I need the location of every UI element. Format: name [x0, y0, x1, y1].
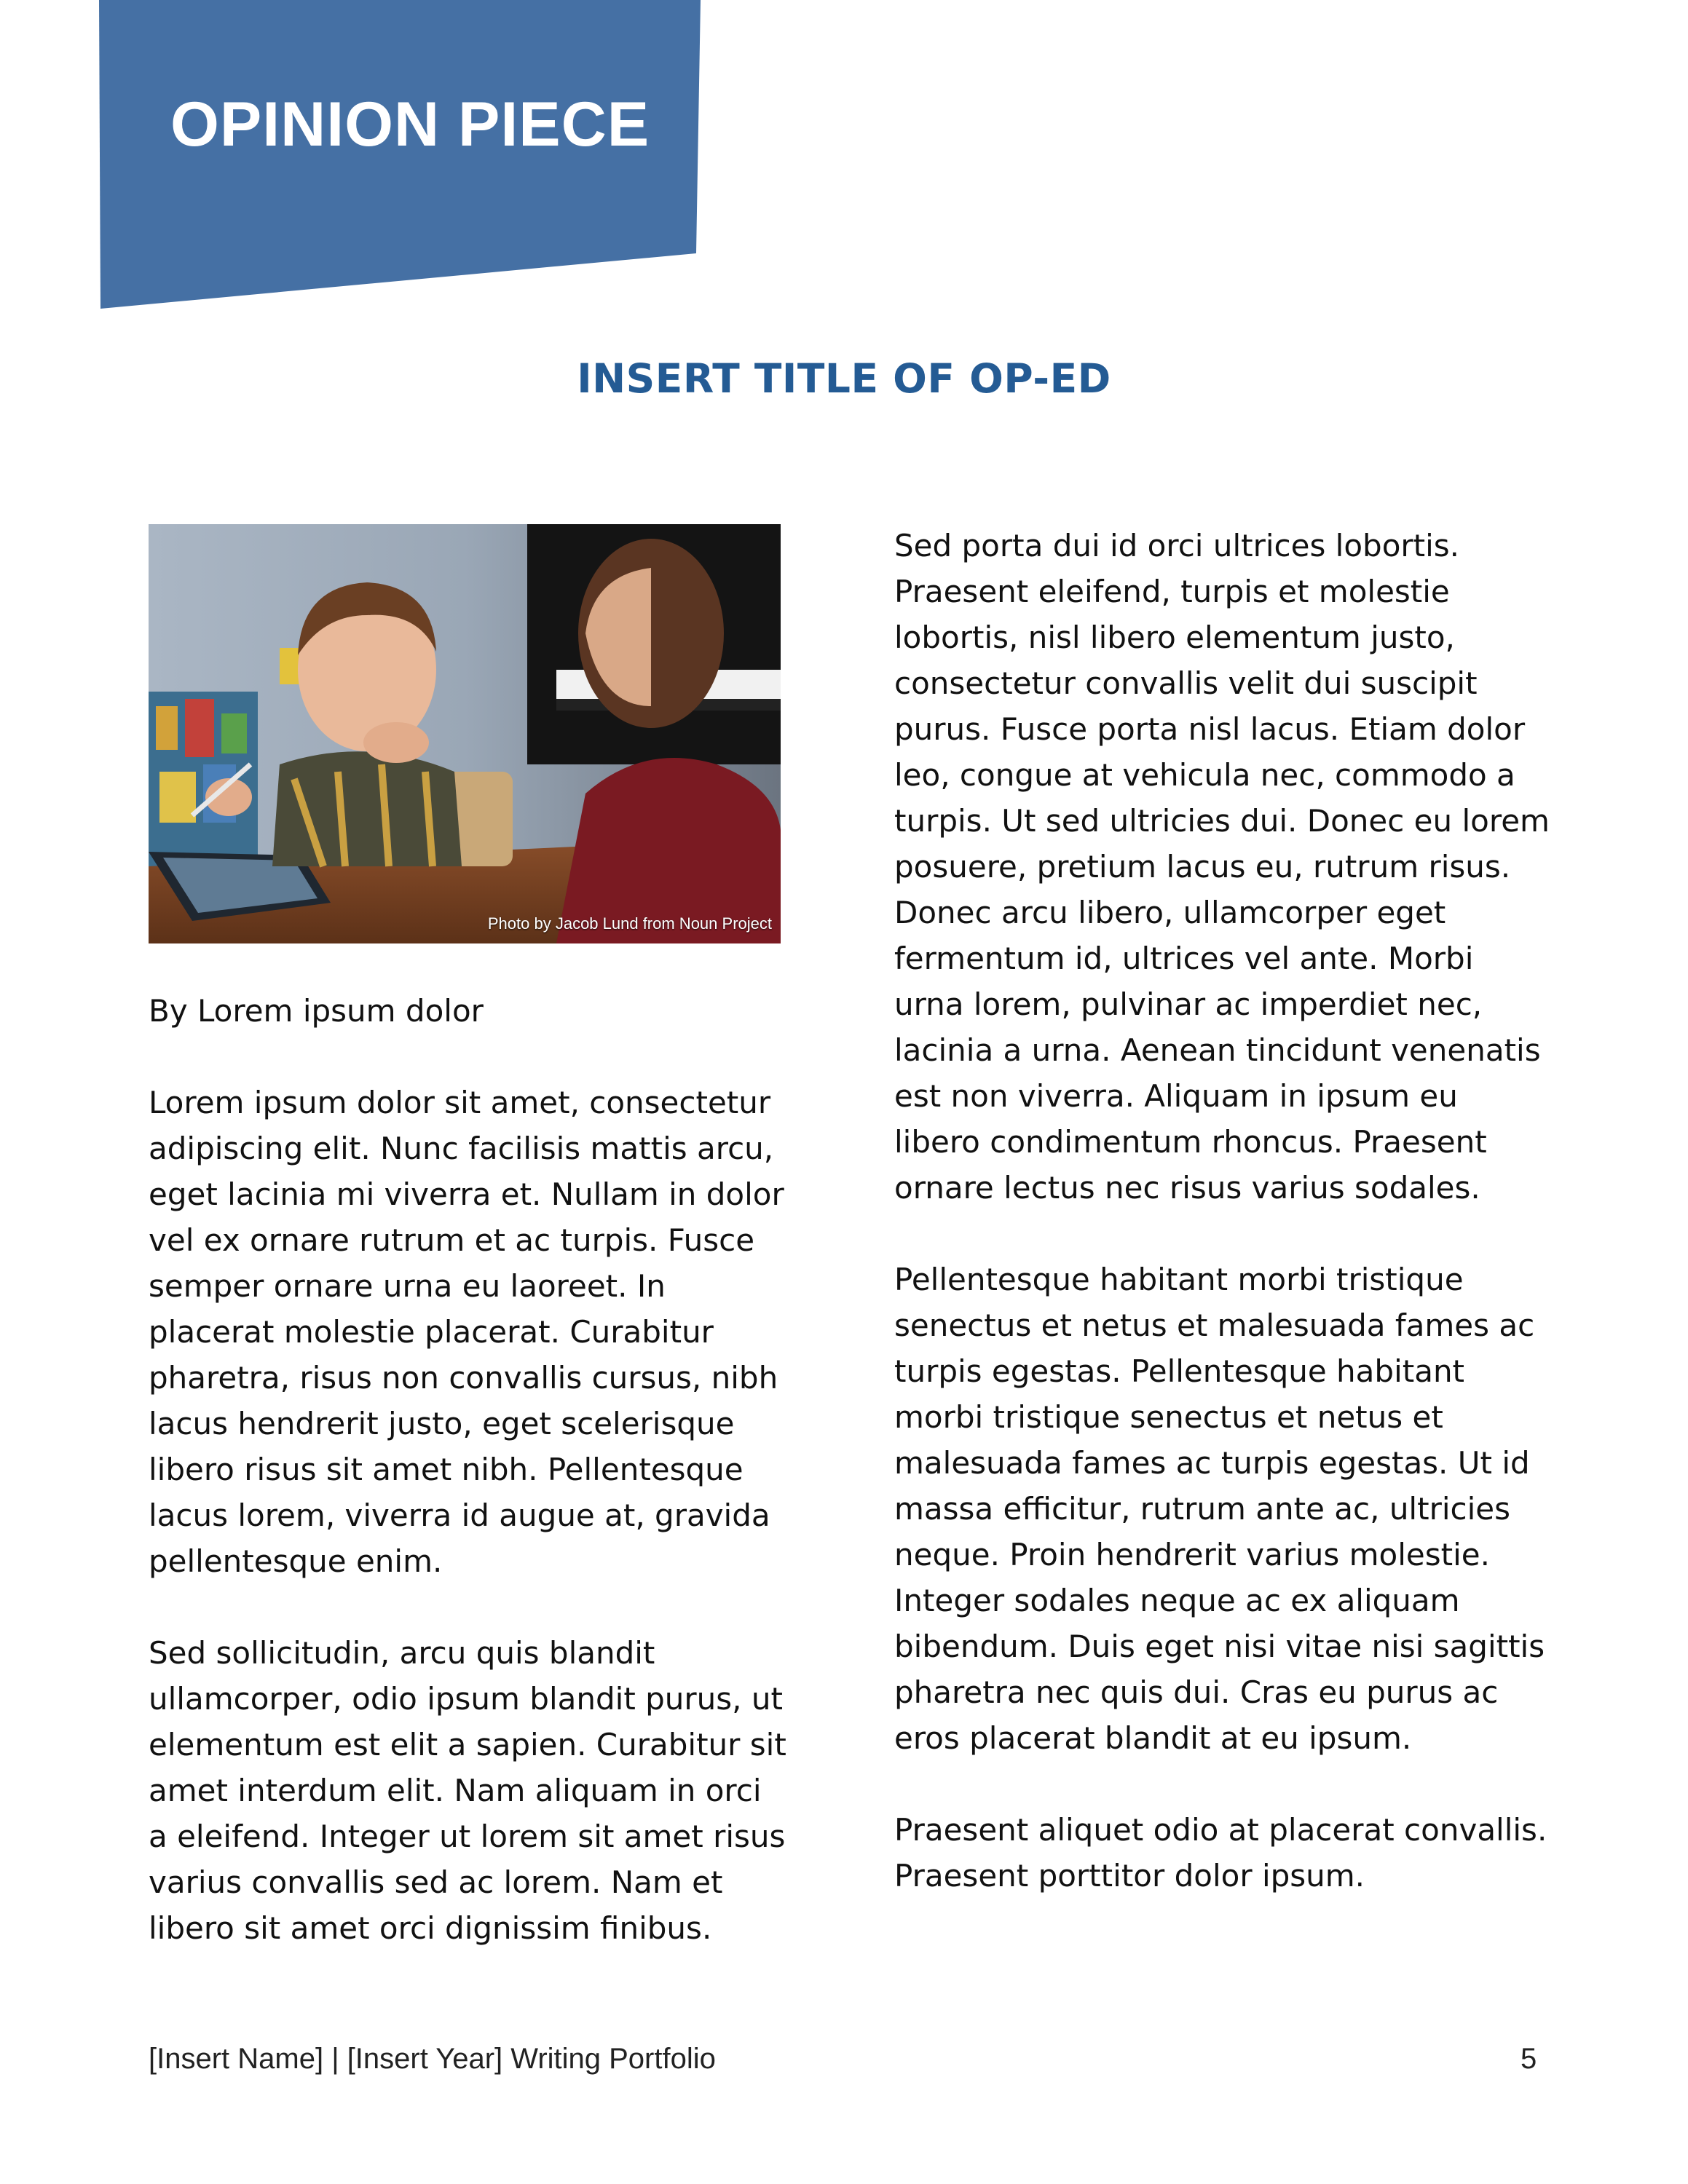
photo-credit: Photo by Jacob Lund from Noun Project: [487, 914, 772, 933]
paragraph: Pellentesque habitant morbi tristique senectus et netus et malesuada fames ac turpis egestas. Pellentesque habitant morbi tristique senectus et netus et malesuada fames ac turpis egestas. Ut id massa efficitur, rutrum ante ac, ultricies neque. Proin hendrerit varius molestie. Integer sodales neque ac ex aliquam bibendum. Duis eget nisi vitae nisi sagittis pharetra nec quis dui. Cras eu purus ac eros placerat blandit at eu ipsum.: [894, 1262, 1545, 1756]
banner-label: OPINION PIECE: [170, 90, 650, 159]
byline: By Lorem ipsum dolor: [149, 993, 484, 1029]
paragraph: Sed porta dui id orci ultrices lobortis. Praesent eleifend, turpis et molestie lobortis, nisl libero elementum justo, consectetur convallis velit dui suscipit purus. Fusce porta nisl lacus. Etiam dolor leo, congue at vehicula nec, commodo a turpis. Ut sed ultricies dui. Donec eu lorem posuere, pretium lacus eu, rutrum risus. Donec arcu libero, ullamcorper eget fermentum id, ultrices vel ante. Morbi urna lorem, pulvinar ac imperdiet nec, lacinia a urna. Aenean tincidunt venenatis est non viverra. Aliquam in ipsum eu libero condimentum rhoncus. Praesent ornare lectus nec risus varius sodales.: [894, 528, 1550, 1206]
paragraph: Lorem ipsum dolor sit amet, consectetur adipiscing elit. Nunc facilisis mattis arcu, eget lacinia mi viverra et. Nullam in dolor vel ex ornare rutrum et ac turpis. Fusce semper ornare urna eu laoreet. In placerat molestie placerat. Curabitur pharetra, risus non convallis cursus, nibh lacus hendrerit justo, eget scelerisque libero risus sit amet nibh. Pellentesque lacus lorem, viverra id augue at, gravida pellentesque enim.: [149, 1085, 784, 1579]
right-column: [894, 523, 1550, 1944]
paragraph: Praesent aliquet odio at placerat convallis. Praesent porttitor dolor ipsum.: [894, 1812, 1547, 1894]
article-photo: [149, 524, 781, 943]
photo-illustration: [149, 524, 781, 943]
header-banner: [0, 0, 1688, 313]
left-column: [149, 988, 789, 1997]
footer-portfolio-label: [Insert Name] | [Insert Year] Writing Portfolio: [149, 2043, 716, 2075]
page-title: INSERT TITLE OF OP-ED: [577, 355, 1111, 402]
page-number: 5: [1521, 2043, 1537, 2075]
paragraph: Sed sollicitudin, arcu quis blandit ullamcorper, odio ipsum blandit purus, ut elementum est elit a sapien. Curabitur sit amet interdum elit. Nam aliquam in orci a eleifend. Integer ut lorem sit amet risus varius convallis sed ac lorem. Nam et libero sit amet orci dignissim finibus.: [149, 1635, 786, 1946]
